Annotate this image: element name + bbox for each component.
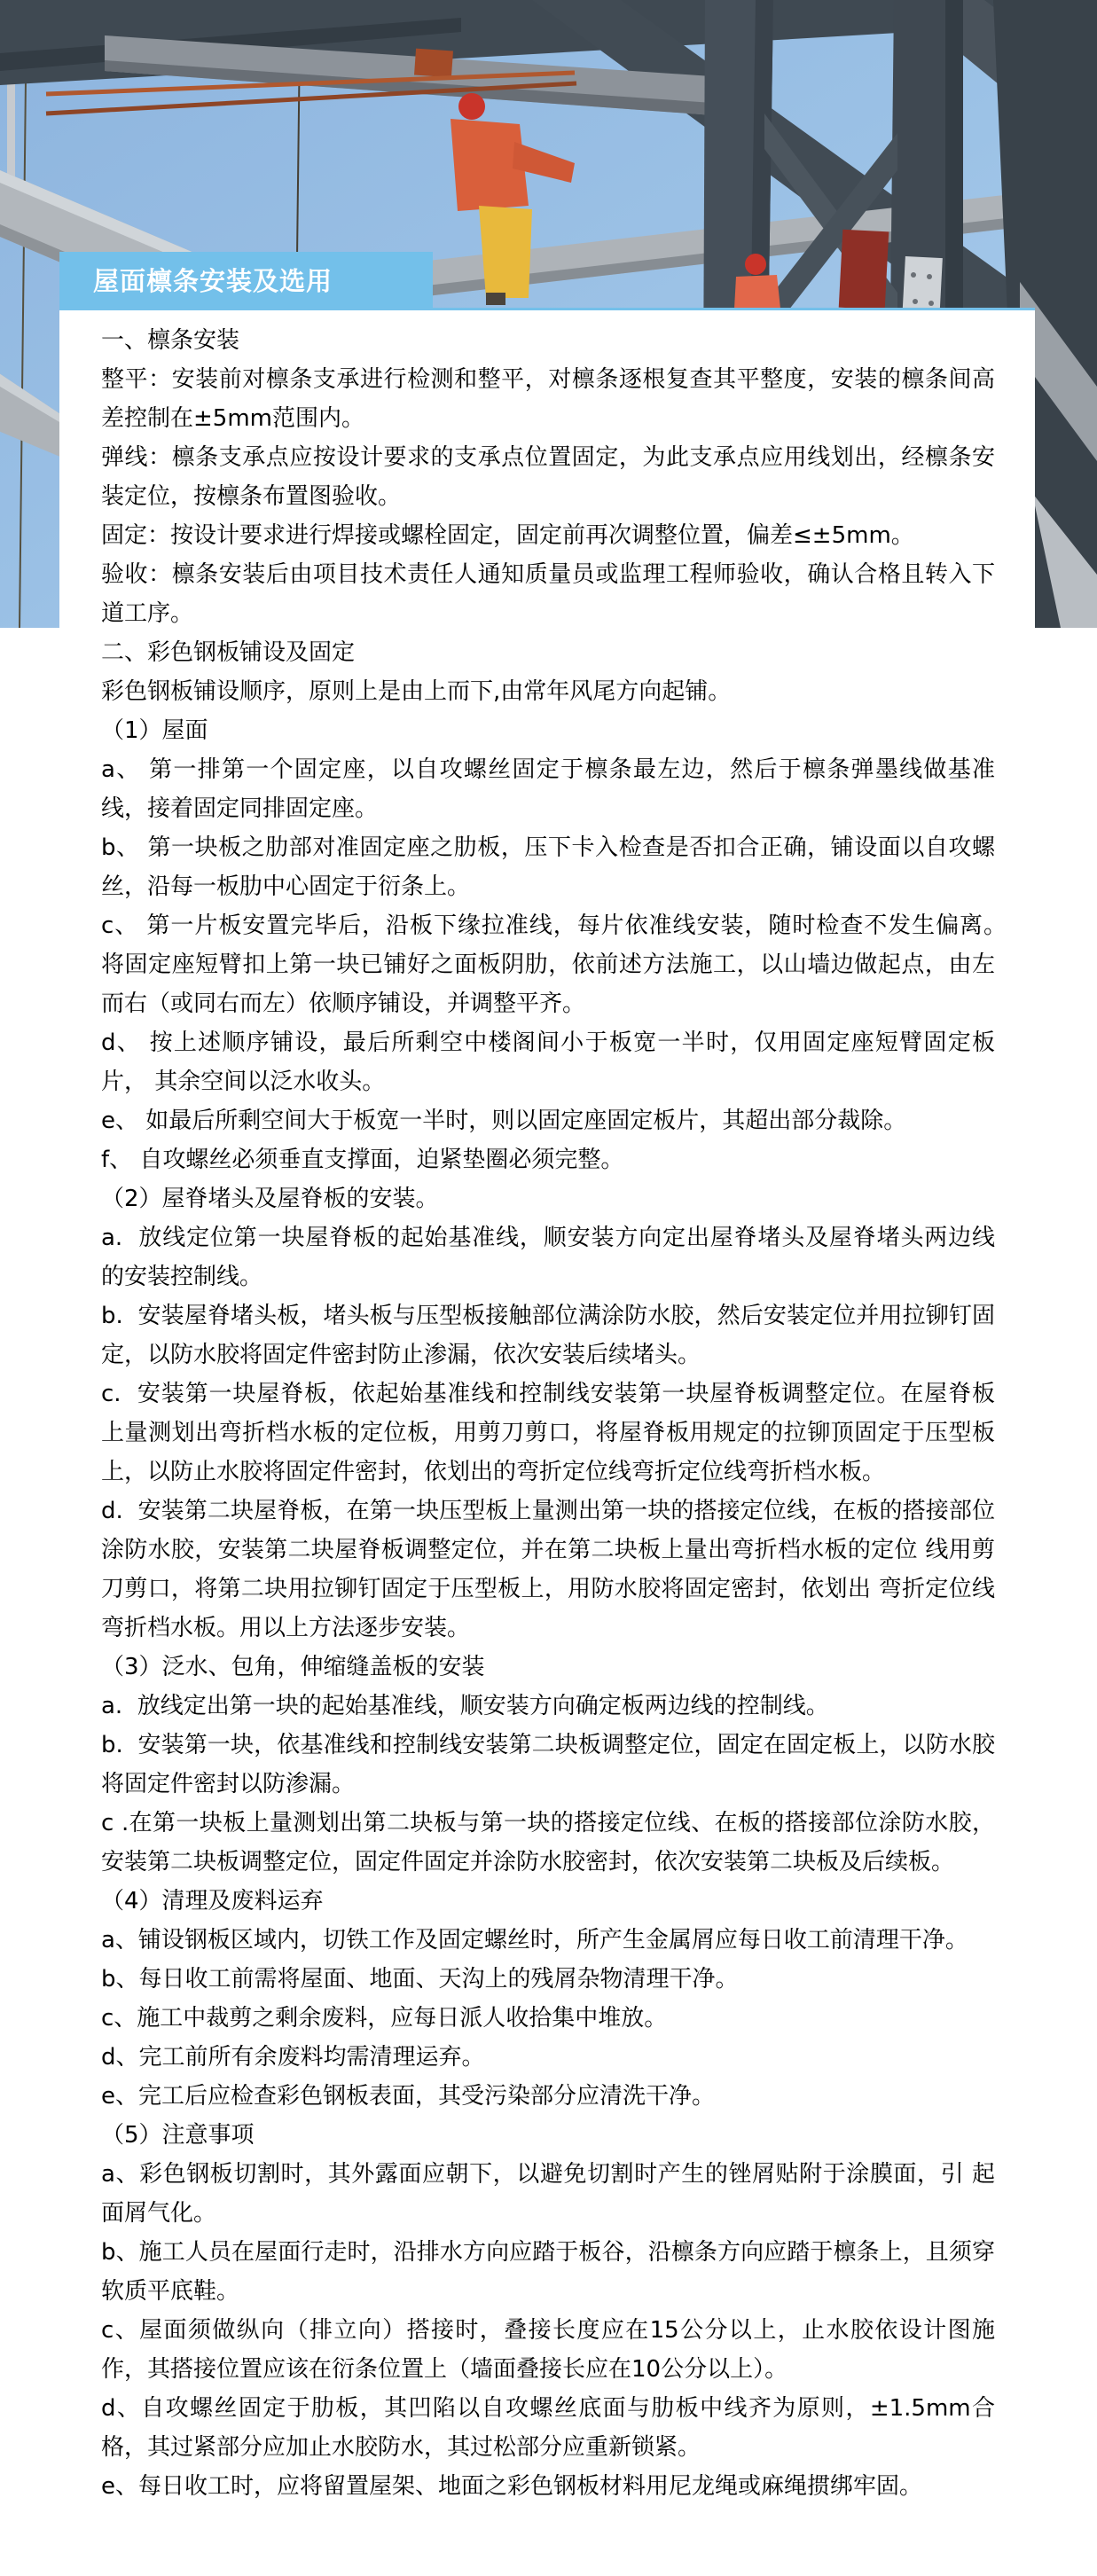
paragraph: d、自攻螺丝固定于肋板，其凹陷以自攻螺丝底面与肋板中线齐为原则，±1.5mm合格，其过紧部分应加止水胶防水，其过松部分应重新锁紧。 <box>101 2395 995 2461</box>
paragraph: d、完工前所有余废料均需清理运弃。 <box>101 2044 485 2071</box>
paragraph: （2）屋脊堵头及屋脊板的安装。 <box>101 1186 439 1212</box>
paragraph: （4）清理及废料运弃 <box>101 1888 324 1914</box>
page-title: 屋面檩条安装及选用 <box>93 266 333 296</box>
paragraph: （5）注意事项 <box>101 2122 255 2149</box>
section-title-banner <box>59 252 433 308</box>
paragraph: 彩色钢板铺设顺序，原则上是由上而下,由常年风尾方向起铺。 <box>101 678 732 705</box>
paragraph: c、施工中裁剪之剩余废料，应每日派人收拾集中堆放。 <box>101 2005 668 2032</box>
paragraph: e、每日收工时，应将留置屋架、地面之彩色钢板材料用尼龙绳或麻绳掼绑牢固。 <box>101 2473 922 2500</box>
paragraph: b、每日收工前需将屋面、地面、天沟上的残屑杂物清理干净。 <box>101 1966 739 1993</box>
paragraph: e、完工后应检查彩色钢板表面，其受污染部分应清洗干净。 <box>101 2083 715 2110</box>
paragraph: c、 第一片板安置完毕后，沿板下缘拉准线，每片依准线安装，随时检查不发生偏离。 将固定座短臂扣上第一块已铺好之面板阴肋，依前述方法施工，以山墙边做起点，由左而右（或同右而左）依顺序铺设，并调整平齐。 <box>101 912 1019 1017</box>
paragraph: 整平：安装前对檩条支承进行检测和整平，对檩条逐根复查其平整度，安装的檩条间高差控制在±5mm范围内。 <box>101 366 995 432</box>
paragraph: c .在第一块板上量测划出第二块板与第一块的搭接定位线、在板的搭接部位涂防水胶，安装第二块板调整定位，固定件固定并涂防水胶密封，依次安装第二块板及后续板。 <box>101 1810 995 1875</box>
paragraph: b、 第一块板之肋部对准固定座之肋板，压下卡入检查是否扣合正确，铺设面以自攻螺 丝，沿每一板肋中心固定于衍条上。 <box>101 834 1003 900</box>
paragraph: b. 安装第一块，依基准线和控制线安装第二块板调整定位，固定在固定板上，以防水胶将固定件密封以防渗漏。 <box>101 1732 995 1797</box>
paragraph: a. 放线定位第一块屋脊板的起始基准线，顺安装方向定出屋脊堵头及屋脊堵头两边线 的安装控制线。 <box>101 1225 1003 1290</box>
paragraph: 一、檩条安装 <box>101 327 240 354</box>
paragraph: 弹线：檩条支承点应按设计要求的支承点位置固定，为此支承点应用线划出，经檩条安装定位，按檩条布置图验收。 <box>101 444 995 510</box>
paragraph: c、屋面须做纵向（排立向）搭接时，叠接长度应在15公分以上，止水胶依设计图施作，其搭接位置应该在衍条位置上（墙面叠接长应在10公分以上）。 <box>101 2317 995 2383</box>
paragraph: a. 放线定出第一块的起始基准线，顺安装方向确定板两边线的控制线。 <box>101 1693 829 1719</box>
paragraph: b、施工人员在屋面行走时，沿排水方向应踏于板谷，沿檩条方向应踏于檩条上，且须穿软质平底鞋。 <box>101 2239 995 2305</box>
paragraph: d. 安装第二块屋脊板，在第一块压型板上量测出第一块的搭接定位线，在板的搭接部位涂防水胶，安装第二块屋脊板调整定位，并在第二块板上量出弯折档水板的定位 线用剪刀剪口，将第二块用拉铆钉固定于压型板上，用防水胶将固定密封，依划出 弯折定位线弯折档水板。用以上方法逐步安装。 <box>101 1498 995 1641</box>
paragraph: f、 自攻螺丝必须垂直支撑面，迫紧垫圈必须完整。 <box>101 1147 624 1173</box>
paragraph: （1）屋面 <box>101 717 208 744</box>
paragraph: e、 如最后所剩空间大于板宽一半时，则以固定座固定板片，其超出部分裁除。 <box>101 1108 907 1134</box>
paragraph: 固定：按设计要求进行焊接或螺栓固定，固定前再次调整位置，偏差≤±5mm。 <box>101 522 914 549</box>
paragraph: 验收：檩条安装后由项目技术责任人通知质量员或监理工程师验收，确认合格且转入下道工序。 <box>101 561 995 627</box>
paragraph: a、铺设钢板区域内，切铁工作及固定螺丝时，所产生金属屑应每日收工前清理干净。 <box>101 1927 968 1954</box>
paragraph: a、彩色钢板切割时，其外露面应朝下，以避免切割时产生的锉屑贴附于涂膜面，引 起面屑气化。 <box>101 2161 995 2227</box>
paragraph: a、 第一排第一个固定座，以自攻螺丝固定于檩条最左边，然后于檩条弹墨线做基准 线，接着固定同排固定座。 <box>101 756 1042 822</box>
paragraph: 二、彩色钢板铺设及固定 <box>101 639 356 666</box>
content-box <box>59 308 1042 2576</box>
paragraph: d、 按上述顺序铺设，最后所剩空中楼阁间小于板宽一半时，仅用固定座短臂固定板片， 其余空间以泛水收头。 <box>101 1030 995 1095</box>
paragraph: c. 安装第一块屋脊板，依起始基准线和控制线安装第一块屋脊板调整定位。在屋脊板 上量测划出弯折档水板的定位板，用剪刀剪口，将屋脊板用规定的拉铆顶固定于压型板上，以防止水胶将固定件密封，依划出的弯折定位线弯折定位线弯折档水板。 <box>101 1381 1003 1485</box>
paragraph: （3）泛水、包角，伸缩缝盖板的安装 <box>101 1654 485 1680</box>
paragraph: b. 安装屋脊堵头板，堵头板与压型板接触部位满涂防水胶，然后安装定位并用拉铆钉固定，以防水胶将固定件密封防止渗漏，依次安装后续堵头。 <box>101 1303 995 1368</box>
